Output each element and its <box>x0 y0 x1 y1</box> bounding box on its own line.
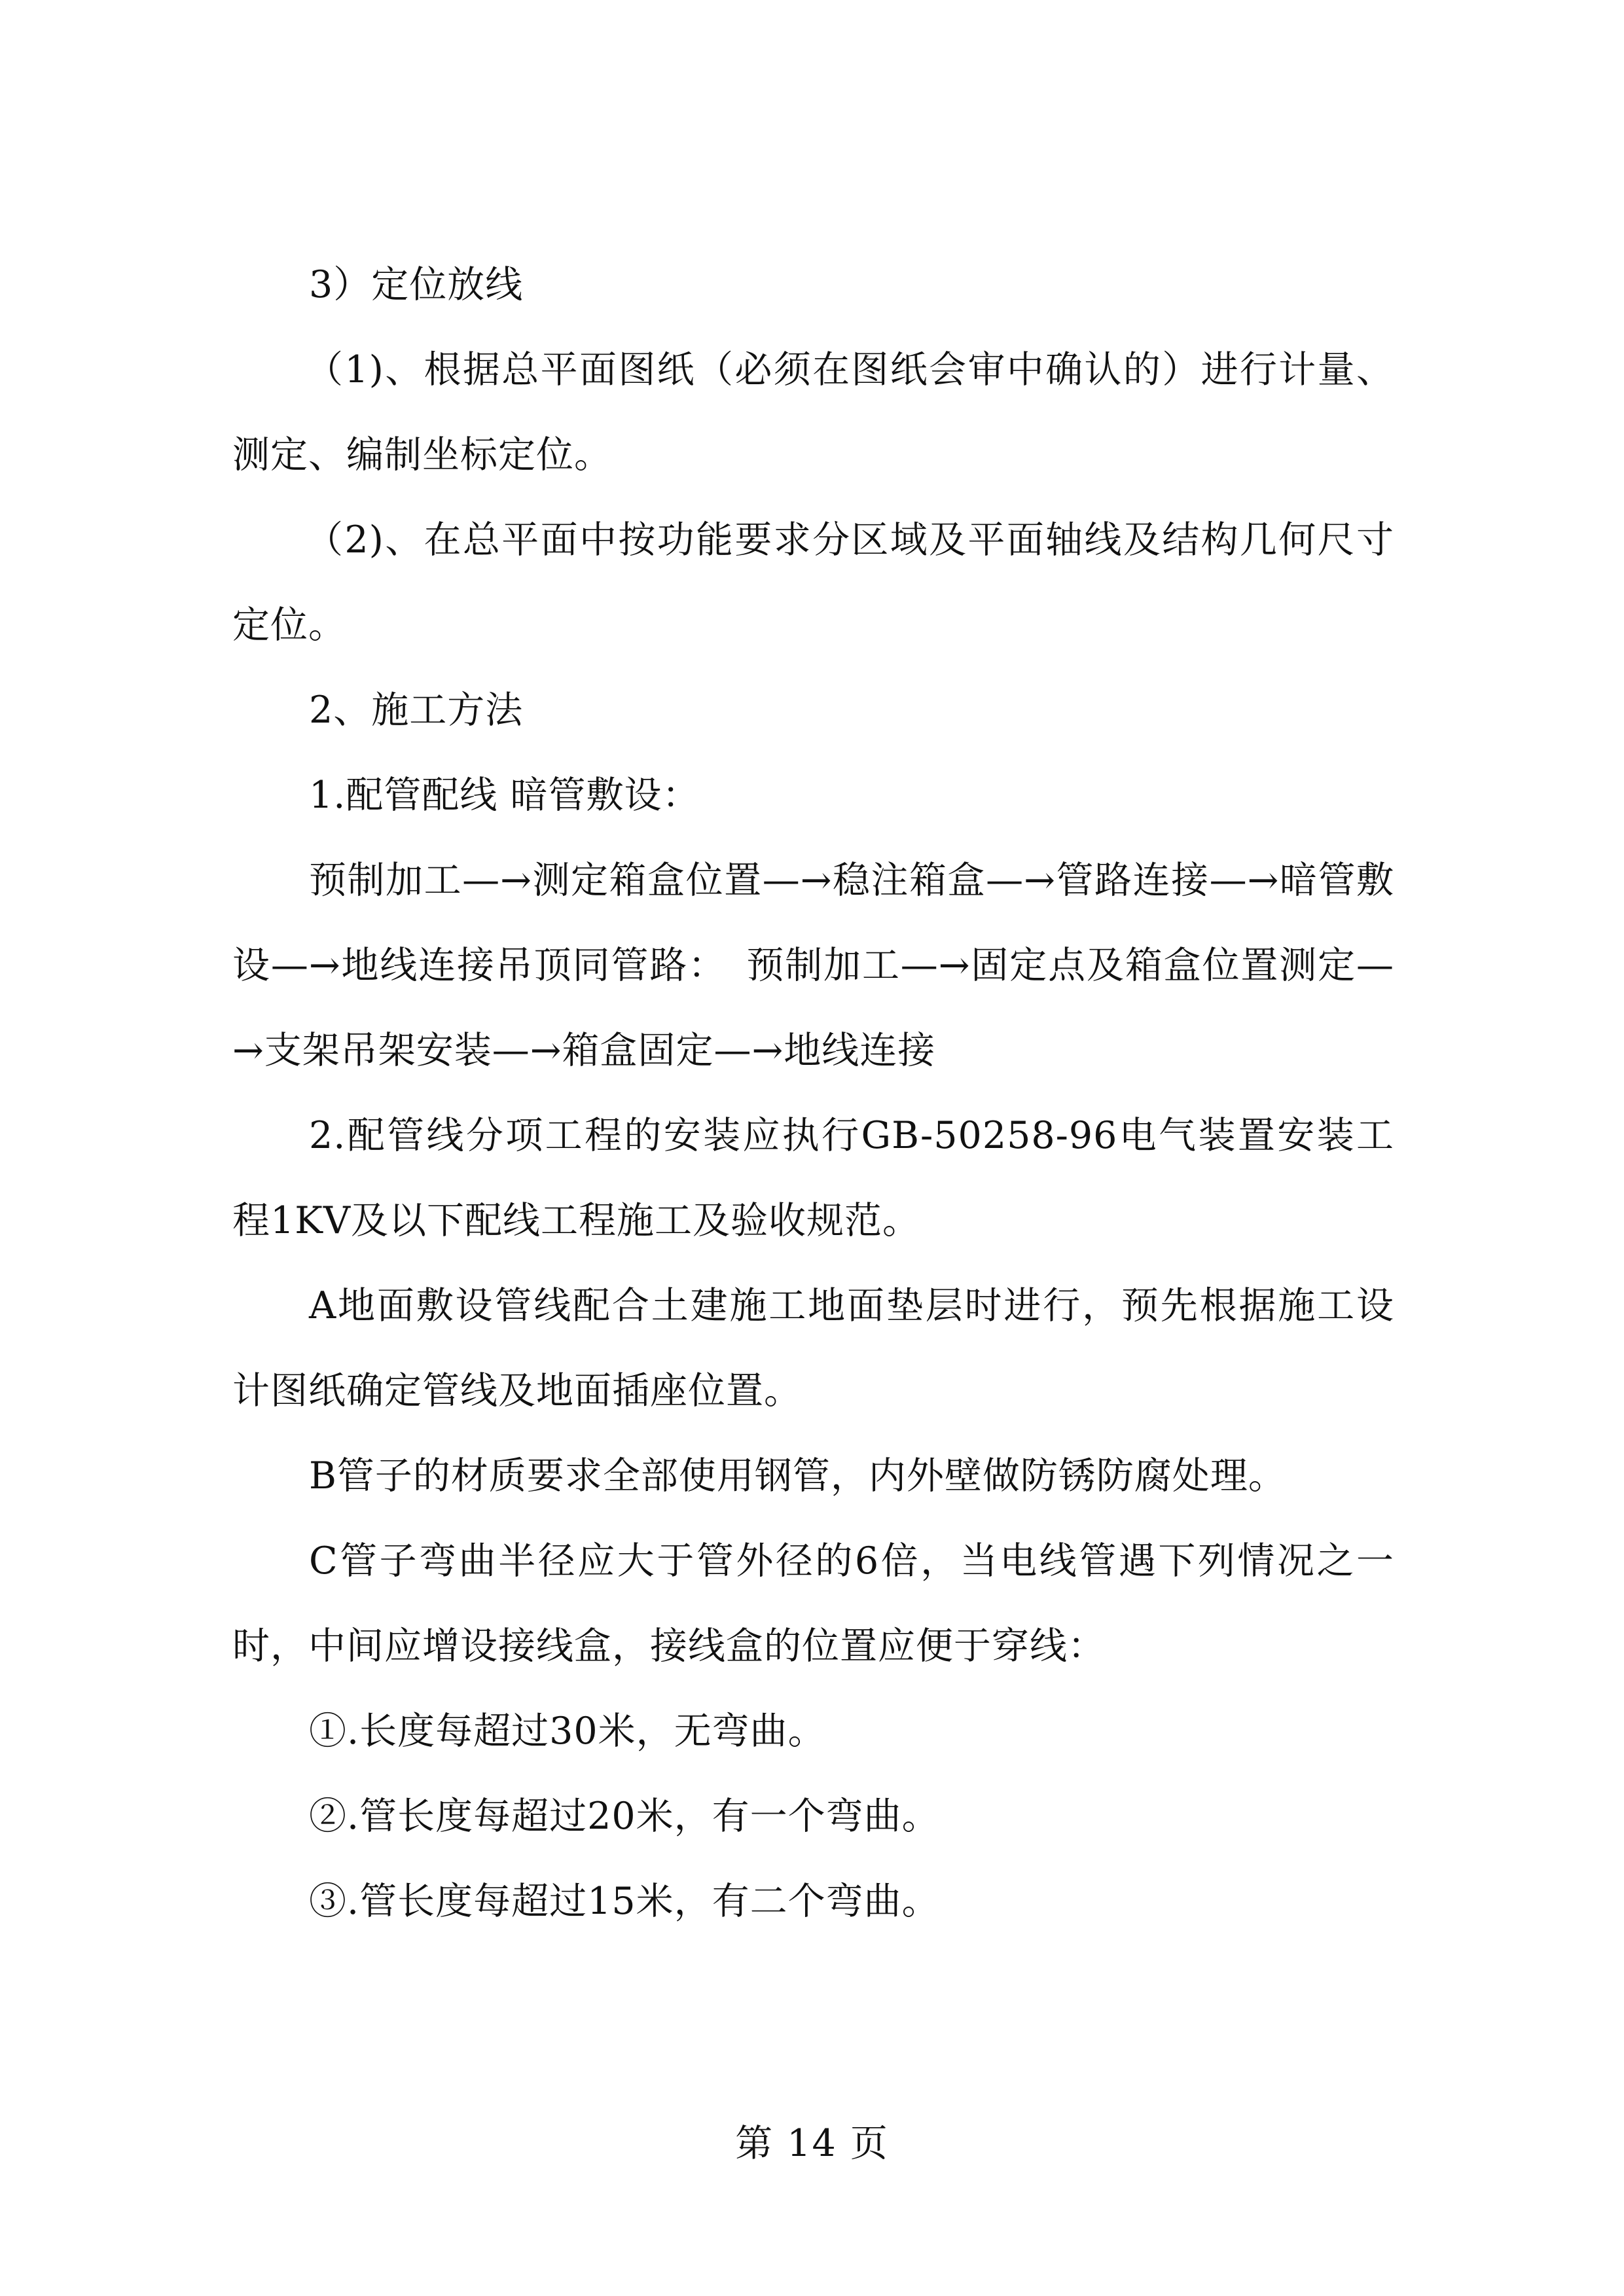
list-item-2: ②.管长度每超过20米，有一个弯曲。 <box>309 1795 940 1838</box>
paragraph-item-c: C管子弯曲半径应大于管外径的6倍，当电线管遇下列情况之一时，中间应增设接线盒，接线盒的位置应便于穿线： <box>232 1539 1394 1668</box>
subheading-conduit-wiring: 1.配管配线 暗管敷设： <box>309 774 700 817</box>
paragraph-standard-reference: 2.配管线分项工程的安装应执行GB-50258-96电气装置安装工程1KV及以下配线工程施工及验收规范。 <box>232 1114 1394 1242</box>
list-item-1: ①.长度每超过30米，无弯曲。 <box>309 1710 826 1753</box>
document-body <box>232 242 1394 1944</box>
section-heading-construction-method: 2、施工方法 <box>309 689 524 732</box>
paragraph-process-flow: 预制加工—→测定箱盒位置—→稳注箱盒—→管路连接—→暗管敷设—→地线连接吊顶同管路： 预制加工—→固定点及箱盒位置测定—→支架吊架安装—→箱盒固定—→地线连接 <box>232 859 1394 1072</box>
section-heading-positioning: 3）定位放线 <box>309 263 524 306</box>
paragraph-item-b: B管子的材质要求全部使用钢管，内外壁做防锈防腐处理。 <box>309 1454 1286 1498</box>
paragraph-item-a: A地面敷设管线配合土建施工地面垫层时进行，预先根据施工设计图纸确定管线及地面插座位置。 <box>232 1284 1394 1412</box>
paragraph-item-2: （2)、在总平面中按功能要求分区域及平面轴线及结构几何尺寸定位。 <box>232 518 1394 647</box>
paragraph-item-1: （1)、根据总平面图纸（必须在图纸会审中确认的）进行计量、测定、编制坐标定位。 <box>232 348 1394 476</box>
list-item-3: ③.管长度每超过15米，有二个弯曲。 <box>309 1880 940 1923</box>
page-number: 第 14 页 <box>735 2122 889 2165</box>
